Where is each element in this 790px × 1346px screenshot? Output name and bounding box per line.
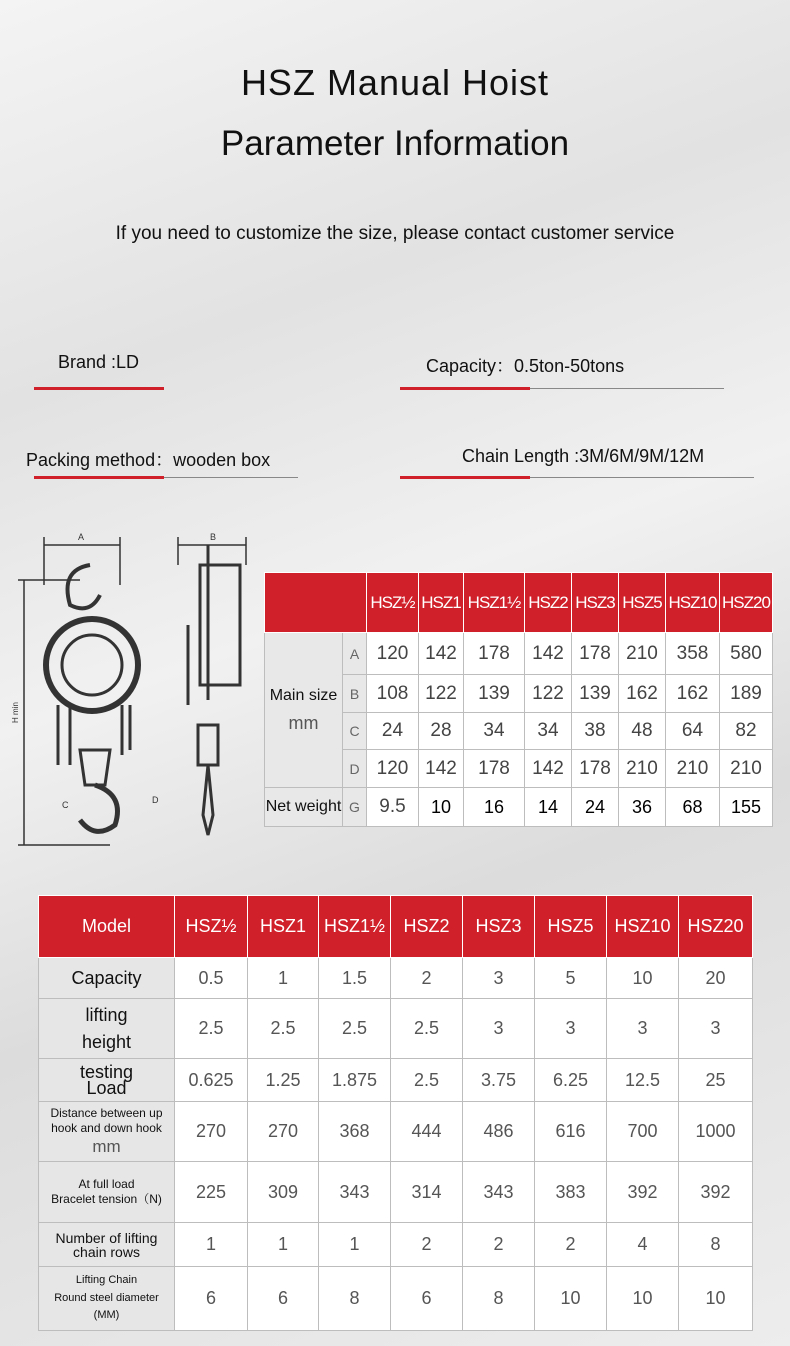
model-header: HSZ20 [679, 896, 753, 958]
red-underline [34, 387, 164, 390]
value-cell: 5 [535, 958, 607, 999]
row-label-line: lifting [85, 1004, 128, 1025]
model-header: HSZ1 [419, 573, 464, 633]
value-cell: 178 [464, 633, 525, 675]
value-cell: 2.5 [391, 1059, 463, 1102]
red-underline [400, 476, 530, 479]
value-cell: 139 [572, 675, 619, 713]
row-label [39, 1267, 175, 1331]
value-cell: 8 [679, 1223, 753, 1267]
value-cell: 28 [419, 713, 464, 750]
value-cell: 1.25 [248, 1059, 319, 1102]
value-cell: 2.5 [175, 999, 248, 1059]
value-cell: 392 [679, 1162, 753, 1223]
table-row [39, 999, 753, 1059]
main-size-text: Main size [269, 686, 338, 704]
value-cell: 82 [720, 713, 773, 750]
dimension-letter: C [343, 713, 367, 750]
value-cell: 2 [391, 958, 463, 999]
brand-spec: Brand :LD [58, 352, 140, 372]
value-cell: 3 [463, 958, 535, 999]
value-cell: 1 [248, 958, 319, 999]
value-cell: 8 [463, 1267, 535, 1331]
model-header: HSZ10 [666, 573, 720, 633]
value-cell: 368 [319, 1102, 391, 1162]
value-cell: 14 [525, 788, 572, 827]
value-cell: 2 [535, 1223, 607, 1267]
chain-length-spec: Chain Length :3M/6M/9M/12M [462, 446, 705, 466]
value-cell: 12.5 [607, 1059, 679, 1102]
value-cell: 10 [419, 788, 464, 827]
value-cell: 383 [535, 1162, 607, 1223]
table-row [39, 1059, 753, 1102]
row-label [39, 958, 175, 999]
value-cell: 2.5 [319, 999, 391, 1059]
dimension-letter: B [343, 675, 367, 713]
value-cell: 358 [666, 633, 720, 675]
value-cell: 1.5 [319, 958, 391, 999]
value-cell: 48 [619, 713, 666, 750]
value-cell: 8 [319, 1267, 391, 1331]
model-header: HSZ½ [367, 573, 419, 633]
row-label: Net weight [265, 788, 343, 827]
model-header: HSZ5 [619, 573, 666, 633]
value-cell: 4 [607, 1223, 679, 1267]
dimension-letter: D [343, 750, 367, 788]
table-row [265, 633, 773, 675]
value-cell: 343 [463, 1162, 535, 1223]
value-cell: 1 [175, 1223, 248, 1267]
value-cell: 189 [720, 675, 773, 713]
value-cell: 68 [666, 788, 720, 827]
row-label-line: At full load [78, 1177, 135, 1191]
value-cell: 16 [464, 788, 525, 827]
row-label-line: chain rows [73, 1243, 140, 1260]
value-cell: 314 [391, 1162, 463, 1223]
model-header-label: Model [39, 896, 175, 958]
value-cell: 3 [607, 999, 679, 1059]
row-label-line: (MM) [93, 1309, 120, 1322]
side-view-hoist-icon [188, 545, 240, 835]
row-label-line: Distance between up [50, 1105, 163, 1120]
row-label-line: hook and down hook [51, 1120, 162, 1135]
value-cell: 309 [248, 1162, 319, 1223]
value-cell: 1000 [679, 1102, 753, 1162]
header-row [265, 573, 773, 633]
table-row [39, 1267, 753, 1331]
table-row [265, 788, 773, 827]
label-d: D [152, 795, 159, 805]
model-header: HSZ2 [525, 573, 572, 633]
model-header: HSZ1 [248, 896, 319, 958]
value-cell: 139 [464, 675, 525, 713]
value-cell: 343 [319, 1162, 391, 1223]
model-header: HSZ10 [607, 896, 679, 958]
value-cell: 142 [419, 633, 464, 675]
value-cell: 616 [535, 1102, 607, 1162]
value-cell: 178 [572, 633, 619, 675]
model-header: HSZ1½ [464, 573, 525, 633]
value-cell: 9.5 [367, 788, 419, 827]
model-header: HSZ½ [175, 896, 248, 958]
row-label-line: height [81, 1031, 132, 1052]
packing-spec: Packing method：wooden box [26, 450, 271, 470]
value-cell: 2 [463, 1223, 535, 1267]
value-cell: 162 [619, 675, 666, 713]
customize-note: If you need to customize the size, please contact customer service [115, 223, 675, 244]
value-cell: 2.5 [248, 999, 319, 1059]
value-cell: 10 [607, 1267, 679, 1331]
row-label-line: Round steel diameter [54, 1291, 159, 1304]
value-cell: 2 [391, 1223, 463, 1267]
value-cell: 20 [679, 958, 753, 999]
size-table [264, 572, 773, 827]
value-cell: 444 [391, 1102, 463, 1162]
value-cell: 6 [175, 1267, 248, 1331]
row-label-line: Bracelet tension（N) [51, 1192, 162, 1206]
row-label-line: Load [86, 1078, 127, 1098]
label-a: A [78, 532, 85, 542]
value-cell: 122 [525, 675, 572, 713]
row-label [39, 1059, 175, 1102]
value-cell: 0.625 [175, 1059, 248, 1102]
value-cell: 120 [367, 633, 419, 675]
value-cell: 34 [464, 713, 525, 750]
value-cell: 24 [572, 788, 619, 827]
value-cell: 3 [463, 999, 535, 1059]
model-header: HSZ1½ [319, 896, 391, 958]
row-label [39, 999, 175, 1059]
value-cell: 155 [720, 788, 773, 827]
value-cell: 210 [666, 750, 720, 788]
row-label-line: testing [79, 1061, 134, 1082]
value-cell: 142 [525, 633, 572, 675]
model-header: HSZ20 [720, 573, 773, 633]
value-cell: 210 [619, 750, 666, 788]
value-cell: 10 [535, 1267, 607, 1331]
page-title: HSZ Manual Hoist [240, 62, 550, 103]
value-cell: 225 [175, 1162, 248, 1223]
value-cell: 486 [463, 1102, 535, 1162]
chain-icon [58, 705, 130, 765]
dimension-letter: A [343, 633, 367, 675]
model-header: HSZ3 [572, 573, 619, 633]
red-underline [34, 476, 164, 479]
model-header: HSZ2 [391, 896, 463, 958]
value-cell: 1 [248, 1223, 319, 1267]
hoist-dimension-diagram [10, 525, 260, 865]
spec-table [38, 895, 753, 1331]
label-b: B [210, 532, 217, 542]
value-cell: 2.5 [391, 999, 463, 1059]
label-c: C [62, 800, 69, 810]
value-cell: 178 [464, 750, 525, 788]
value-cell: 0.5 [175, 958, 248, 999]
table-row [39, 1102, 753, 1162]
value-cell: 1 [319, 1223, 391, 1267]
value-cell: 10 [679, 1267, 753, 1331]
table-row [39, 1223, 753, 1267]
capacity-spec: Capacity：0.5ton-50tons [426, 356, 625, 376]
top-hook-icon [68, 565, 101, 608]
table-row [39, 1162, 753, 1223]
header-blank [265, 573, 367, 633]
page-subtitle: Parameter Information [220, 124, 570, 163]
model-header: HSZ5 [535, 896, 607, 958]
row-label [39, 1162, 175, 1223]
row-label-line: mm [92, 1136, 121, 1156]
value-cell: 6 [391, 1267, 463, 1331]
hoist-wheel-icon [46, 619, 138, 711]
value-cell: 3 [679, 999, 753, 1059]
value-cell: 3.75 [463, 1059, 535, 1102]
model-header: HSZ3 [463, 896, 535, 958]
value-cell: 210 [720, 750, 773, 788]
bottom-hook-icon [80, 785, 118, 831]
dimension-letter: G [343, 788, 367, 827]
value-cell: 6 [248, 1267, 319, 1331]
value-cell: 210 [619, 633, 666, 675]
value-cell: 24 [367, 713, 419, 750]
row-label-line: Capacity [71, 967, 142, 988]
row-label [39, 1102, 175, 1162]
row-label-line: Lifting Chain [75, 1274, 138, 1287]
value-cell: 108 [367, 675, 419, 713]
row-label-line: Number of lifting [55, 1229, 158, 1246]
value-cell: 142 [525, 750, 572, 788]
value-cell: 120 [367, 750, 419, 788]
value-cell: 36 [619, 788, 666, 827]
header-row [39, 896, 753, 958]
value-cell: 270 [248, 1102, 319, 1162]
value-cell: 34 [525, 713, 572, 750]
value-cell: 700 [607, 1102, 679, 1162]
main-size-unit: mm [288, 712, 319, 733]
main-size-label [265, 633, 343, 788]
value-cell: 270 [175, 1102, 248, 1162]
value-cell: 1.875 [319, 1059, 391, 1102]
value-cell: 178 [572, 750, 619, 788]
value-cell: 142 [419, 750, 464, 788]
label-h-min: H min [11, 702, 20, 723]
value-cell: 10 [607, 958, 679, 999]
value-cell: 162 [666, 675, 720, 713]
value-cell: 64 [666, 713, 720, 750]
value-cell: 392 [607, 1162, 679, 1223]
value-cell: 122 [419, 675, 464, 713]
value-cell: 25 [679, 1059, 753, 1102]
value-cell: 3 [535, 999, 607, 1059]
table-row [39, 958, 753, 999]
value-cell: 580 [720, 633, 773, 675]
value-cell: 6.25 [535, 1059, 607, 1102]
value-cell: 38 [572, 713, 619, 750]
row-label [39, 1223, 175, 1267]
red-underline [400, 387, 530, 390]
